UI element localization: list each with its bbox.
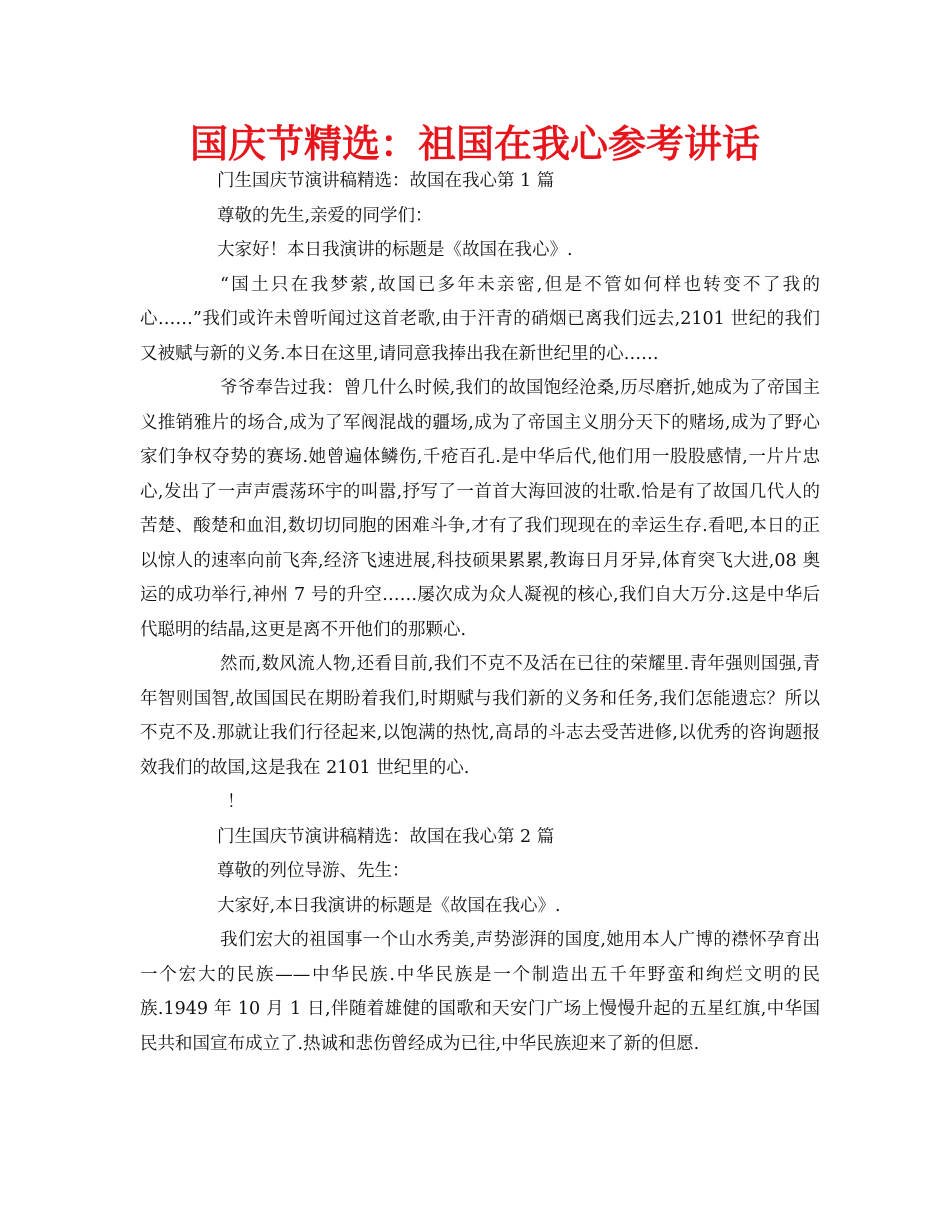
section-heading-1: 门生国庆节演讲稿精选：故国在我心第 1 篇 [217, 171, 555, 191]
salutation-1: 尊敬的先生,亲爱的同学们： [217, 205, 433, 226]
exclamation-line: ！ [227, 792, 245, 812]
section-heading-2: 门生国庆节演讲稿精选：故国在我心第 2 篇 [217, 826, 555, 847]
document-body [140, 164, 820, 1061]
body-paragraph: 然而,数风流人物,还看目前,我们不克不及活在已往的荣耀里.青年强则国强,青年智则国智,故国国民在期盼着我们,时期赋与我们新的义务和任务,我们怎能遗忘？所以不克不及.那就让我们行径起来,以饱满的热忱,高昂的斗志去受苦进修,以优秀的咨询题报效我们的故国,这是我在 2101 世纪里的心. [140, 654, 820, 778]
greeting-2: 大家好,本日我演讲的标题是《故国在我心》. [217, 895, 561, 916]
body-paragraph: 我们宏大的祖国事一个山水秀美,声势澎湃的国度,她用本人广博的襟怀孕育出一个宏大的民族——中华民族.中华民族是一个制造出五千年野蛮和绚烂文明的民族.1949 年 10 月 1 日,伴随着雄健的国歌和天安门广场上慢慢升起的五星红旗,中华国民共和国宣布成立了.热诚和悲伤曾经成为已往,中华民族迎来了新的但愿. [140, 930, 820, 1054]
body-paragraph: “国土只在我梦萦,故国已多年未亲密,但是不管如何样也转变不了我的心……”我们或许未曾听闻过这首老歌,由于汗青的硝烟已离我们远去,2101 世纪的我们又被赋与新的义务.本日在这里,请同意我捧出我在新世纪里的心…… [140, 274, 820, 364]
body-paragraph: 爷爷奉告过我：曾几什么时候,我们的故国饱经沧桑,历尽磨折,她成为了帝国主义推销雅片的场合,成为了军阀混战的疆场,成为了帝国主义朋分天下的赌场,成为了野心家们争权夺势的赛场.她曾遍体鳞伤,千疮百孔.是中华后代,他们用一股股感情,一片片忠心,发出了一声声震荡环宇的叫嚣,抒写了一首首大海回波的壮歌.恰是有了故国几代人的苦楚、酸楚和血泪,数切切同胞的困难斗争,才有了我们现现在的幸运生存.看吧,本日的正以惊人的速率向前飞奔,经济飞速进展,科技硕果累累,教诲日月牙异,体育突飞大进,08 奥运的成功举行,神州 7 号的升空……屡次成为众人凝视的核心,我们自大万分.这是中华后代聪明的结晶,这更是离不开他们的那颗心. [140, 378, 820, 640]
salutation-2: 尊敬的列位导游、先生： [217, 861, 410, 881]
greeting-1: 大家好！本日我演讲的标题是《故国在我心》. [217, 240, 573, 260]
document-title: 国庆节精选：祖国在我心参考讲话 [189, 122, 760, 166]
